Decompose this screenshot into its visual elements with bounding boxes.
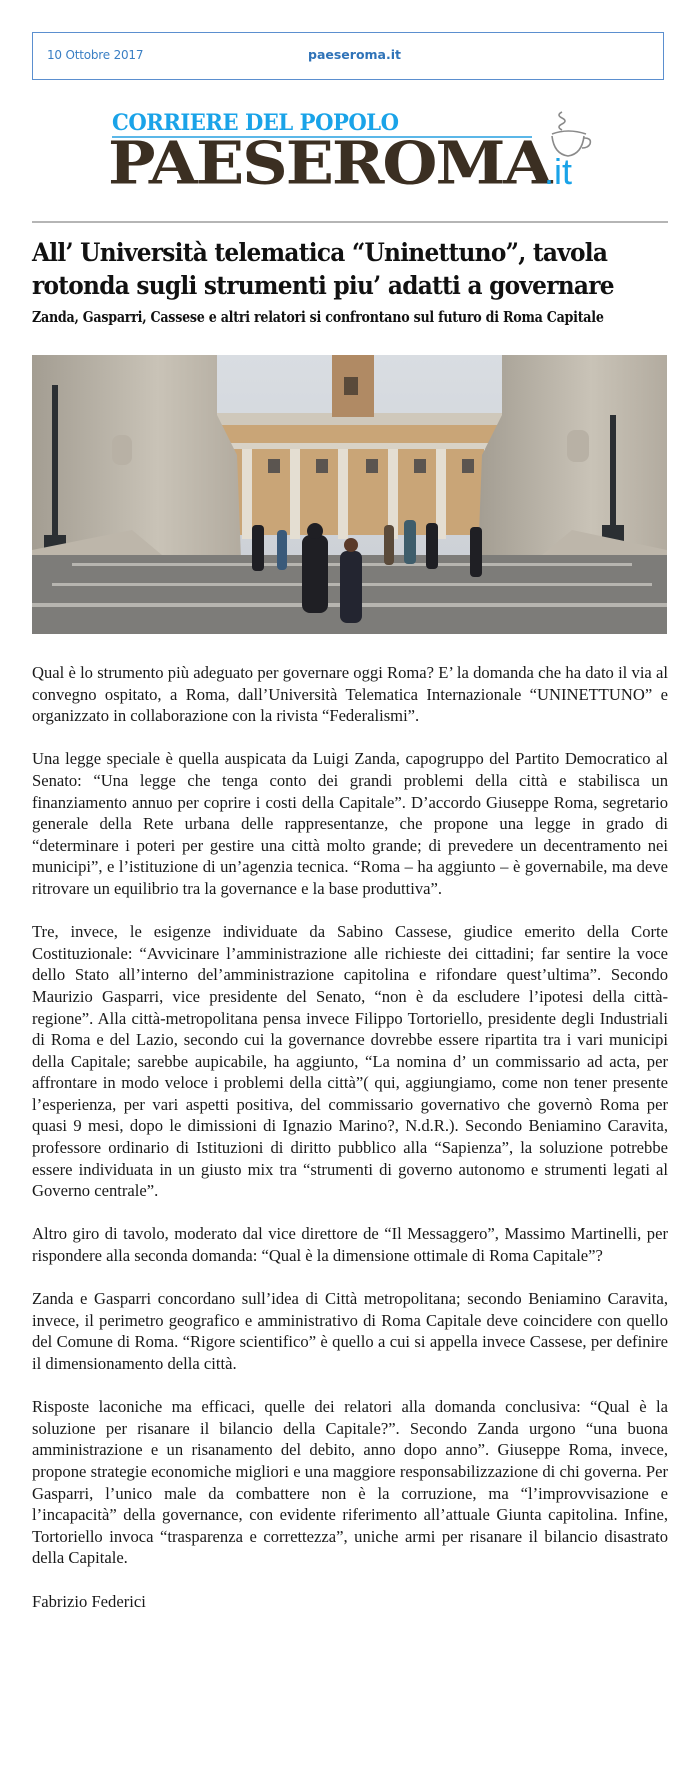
article-photo: [32, 355, 667, 634]
article-title: All’ Università telematica “Uninettuno”, tavola rotonda sugli strumenti piu’ adatti a governare: [32, 238, 614, 300]
article-author: Fabrizio Federici: [32, 1591, 146, 1611]
logo-tld: .it: [544, 151, 573, 192]
source-site-link[interactable]: paeseroma.it: [308, 47, 401, 62]
masthead-logo[interactable]: [108, 108, 598, 198]
logo-top-line: CORRIERE DEL POPOLO: [112, 110, 399, 136]
article-paragraph: Altro giro di tavolo, moderato dal vice direttore de “Il Messaggero”, Massimo Martinelli, per rispondere alla seconda domanda: “Qual è la dimensione ottimale di Roma Capitale”?: [32, 1224, 668, 1266]
article-paragraph: Tre, invece, le esigenze individuate da Sabino Cassese, giudice emerito della Corte Costituzionale: “Avvicinare l’amministrazione alle richieste dei cittadini; far sentire la voce dello Stato all’interno del’amministrazione capitolina e rifondare quest’ultima”. Secondo Maurizio Gasparri, vice presidente del Senato, “non è da escludere l’ipotesi della città-regione”. Alla città-metropolitana pensa invece Filippo Tortoriello, presidente degli Industriali di Roma e del Lazio, secondo cui la governance dovrebbe essere ripartita tra i vari municipi della Capitale; sarebbe aupicabile, ha aggiunto, “La nomina d’ un commissario ad acta, per affrontare in modo veloce i problemi della città”( qui, aggiungiamo, come non tener presente l’esperienza, per vari aspetti positiva, del commissario governativo che governò Roma per quasi 9 mesi, dopo le dimissioni di Ignazio Marino?, N.d.R.). Secondo Beniamino Caravita, professore ordinario di Istituzioni di diritto pubblico alla “Sapienza”, la soluzione potrebbe essere individuata in un giusto mix tra “strumenti di governo autonomo e strumenti legati al Governo centrale”.: [32, 922, 668, 1201]
clipping-header: [32, 32, 664, 80]
article-paragraph: Qual è lo strumento più adeguato per governare oggi Roma? E’ la domanda che ha dato il via al convegno ospitato, a Roma, dall’Università Telematica Internazionale “UNINETTUNO” e organizzato in collaborazione con la rivista “Federalismi”.: [32, 663, 668, 726]
header-divider: [32, 221, 668, 223]
campidoglio-photo-illustration: [32, 355, 667, 634]
article-subtitle: Zanda, Gasparri, Cassese e altri relatori si confrontano sul futuro di Roma Capitale: [32, 308, 604, 326]
logo-main-text: PAESEROMA: [108, 128, 551, 198]
article-paragraph: Zanda e Gasparri concordano sull’idea di Città metropolitana; secondo Beniamino Caravita, invece, il perimetro geografico e amministrativo di Roma Capitale deve coincidere con quello del Comune di Roma. “Rigore scientifico” è quello a cui si appella invece Cassese, per definire il dimensionamento della città.: [32, 1289, 668, 1373]
article-body: [32, 662, 668, 1634]
article-paragraph: Risposte laconiche ma efficaci, quelle dei relatori alla domanda conclusiva: “Qual è la soluzione per risanare il bilancio della Capitale?”. Secondo Zanda urgono “una buona amministrazione e un risanamento del debito, anno dopo anno”. Giuseppe Roma, invece, propone strategie economiche migliori e una maggiore responsabilizzazione di chi governa. Per Gasparri, l’unico male da combattere non è la corruzione, ma “l’improvvisazione e l’incapacità” della governance, con evidente riferimento all’attuale Giunta capitolina. Infine, Tortoriello invoca “trasparenza e correttezza”, uniche armi per risanare il bilancio disastrato della Capitale.: [32, 1397, 668, 1568]
article-paragraph: Una legge speciale è quella auspicata da Luigi Zanda, capogruppo del Partito Democratico al Senato: “Una legge che tenga conto dei grandi problemi della città e stabilisca un finanziamento annuo per coprire i costi della Capitale”. D’accordo Giuseppe Roma, segretario generale della Rete urbana delle rappresentanze, che propone una legge in grado di “determinare i poteri per gestire una città molto grande; di prevedere un decentramento nei municipi”, e l’istituzione di un’agenzia tecnica. “Roma – ha aggiunto – è governabile, ma deve ritrovare un equilibrio tra la governance e la base produttiva”.: [32, 749, 668, 898]
publication-date: 10 Ottobre 2017: [47, 48, 144, 62]
